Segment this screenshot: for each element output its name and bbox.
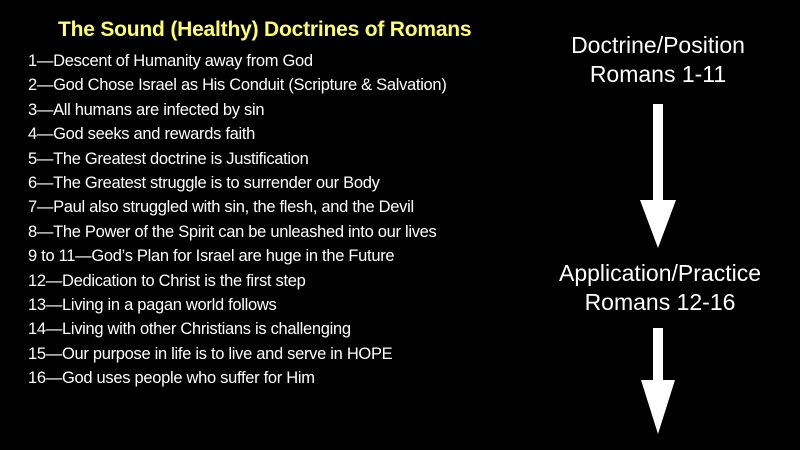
list-item: 15—Our purpose in life is to live and serve in HOPE (28, 344, 393, 363)
list-item: 2—God Chose Israel as His Conduit (Scripture & Salvation) (28, 76, 447, 95)
heading-line: Application/Practice (559, 260, 761, 286)
list-item: 7—Paul also struggled with sin, the flesh, and the Devil (28, 198, 414, 217)
down-arrow-icon (641, 328, 675, 434)
list-item: 8—The Power of the Spirit can be unleashed into our lives (28, 222, 437, 241)
doctrine-position-heading (548, 31, 768, 89)
list-item: 4—God seeks and rewards faith (28, 125, 256, 144)
list-item: 6—The Greatest struggle is to surrender our Body (28, 173, 380, 192)
doctrine-list (28, 49, 447, 390)
down-arrow-icon (640, 104, 676, 248)
list-item: 9 to 11—God’s Plan for Israel are huge in the Future (28, 247, 395, 266)
list-item: 1—Descent of Humanity away from God (28, 52, 313, 70)
application-practice-heading (540, 259, 780, 317)
heading-line: Romans 1-11 (589, 61, 727, 87)
heading-line: Romans 12-16 (584, 289, 736, 315)
list-item: 12—Dedication to Christ is the first step (28, 271, 306, 290)
slide-title: The Sound (Healthy) Doctrines of Romans (58, 18, 472, 41)
heading-line: Doctrine/Position (571, 32, 745, 58)
list-item: 3—All humans are infected by sin (28, 100, 265, 119)
list-item: 5—The Greatest doctrine is Justification (28, 149, 309, 168)
list-item: 14—Living with other Christians is challenging (28, 320, 351, 339)
list-item: 16—God uses people who suffer for Him (28, 369, 315, 388)
list-item: 13—Living in a pagan world follows (28, 295, 277, 314)
